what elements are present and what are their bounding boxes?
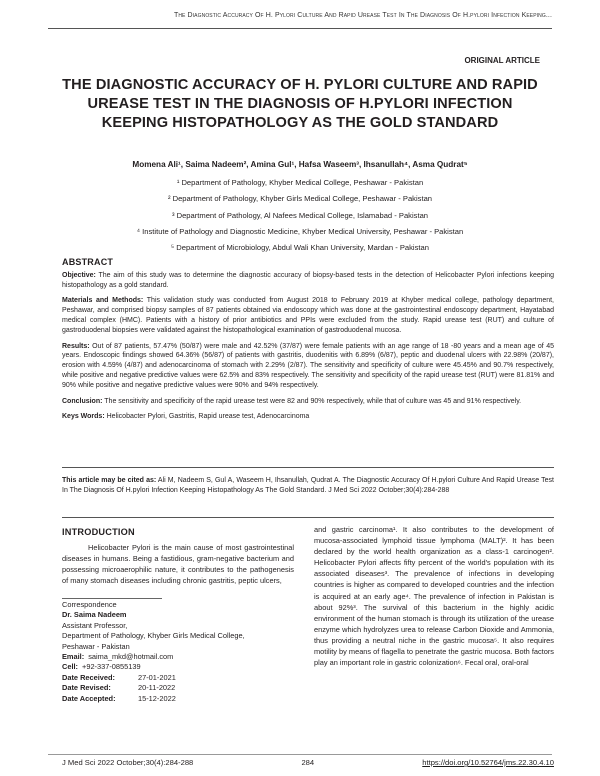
- keywords-label: Keys Words:: [62, 413, 105, 421]
- introduction-paragraph: Helicobacter Pylori is the main cause of most gastrointestinal diseases in humans. Being a fastidious, gram-negative bacterium and possessing microaerophilic nature, it contributes to the pathogenesis of many stomach diseases including chronic gastritis, peptic ulcers,: [62, 543, 294, 586]
- page-footer: [62, 758, 554, 767]
- accepted-label: Date Accepted:: [62, 693, 116, 703]
- correspondence-block: [62, 600, 294, 704]
- footer-journal: J Med Sci 2022 October;30(4):284-288: [62, 758, 194, 767]
- received-value: 27-01-2021: [138, 672, 176, 682]
- received-label: Date Received:: [62, 672, 115, 682]
- left-column: [62, 527, 294, 586]
- correspondence-rule: [62, 598, 162, 599]
- abstract-results: [62, 342, 554, 391]
- results-text: Out of 87 patients, 57.47% (50/87) were male and 42.52% (37/87) were female patients with an age range of 18 -80 years and a mean age of 45 years. Endoscopic findings showed 64.36% (56/87) of patients with gastritis, duodenitis with 6.89% (6/87), peptic and duodenal ulcers with 22.98% (20/87), erosion with 4.59% (4/87) and adenocarcinoma of stomach with 2.29% (2/87). The sensitivity and specificity of culture were 45.45% and 90.7% respectively, while positive and negative predictive values were 62.5% and 83% respectively. The sensitivity and specificity of the rapid urease test (RUT) were 81.81% and 90% while positive and negative predictive values were 90% and 94% respectively.: [62, 342, 554, 389]
- running-head: The Diagnostic Accuracy Of H. Pylori Culture And Rapid Urease Test In The Diagnosis Of H.pylori Infection Keeping...: [173, 12, 552, 19]
- revised-row: [62, 683, 294, 693]
- footer-rule: [48, 754, 552, 755]
- conclusion-label: Conclusion:: [62, 397, 103, 405]
- abstract-conclusion: [62, 397, 554, 407]
- affiliation-1: ¹ Department of Pathology, Khyber Medical College, Peshawar - Pakistan: [176, 178, 424, 187]
- citation-label: This article may be cited as:: [62, 477, 157, 484]
- results-label: Results:: [62, 342, 90, 350]
- methods-text: This validation study was conducted from August 2018 to February 2019 at Khyber medical college, pathology department, Peshawar, and comprised biopsy samples of 87 patients obtained via endoscopy which was done at the gastrointestinal endoscopy department, Hayatabad medical complex (HMC). Patients with a history of prior antibiotics and PPIs were excluded from the study. Rapid urease test (RUT) and culture of gastroduodenal biopsies were validated against the histopathological examination of gastroduodenal mucosa.: [62, 297, 555, 334]
- affiliation-2: ² Department of Pathology, Khyber Girls Medical College, Peshawar - Pakistan: [167, 194, 433, 203]
- cell-row: [62, 662, 294, 672]
- article-title: THE DIAGNOSTIC ACCURACY OF H. PYLORI CULTURE AND RAPID UREASE TEST IN THE DIAGNOSIS OF H.PYLORI INFECTION KEEPING HISTOPATHOLOGY AS THE GOLD STANDARD: [62, 77, 538, 131]
- email-value[interactable]: saima_mkd@hotmail.com: [88, 652, 174, 662]
- page-number: 284: [301, 758, 315, 767]
- introduction-continued: and gastric carcinoma¹. It also contributes to the development of mucosa-associated lymphoid tissue lymphoma (MALT)². It has been declared by the world health organization as a class-1 carcinogen². Helicobacter Pylori affects fifty percent of the world's population with its associated diseases³. The prevalence of infections in developing countries is higher as compared to developed countries and the infection is acquired at an early age⁴. The prevalence of infection in Pakistan is about 92%³. The survival of this bacterium in the highly acidic environment of the human stomach is through its utilization of the urease enzyme which hydrolyzes urea to release Carbon Dioxide and Ammonia, thus providing a neutral niche in the gastric mucosa⁵. It also requires motility by means of flagella to penetrate the gastric mucosa. Both factors play an important role in gastric colonization⁶. Fecal oral, oral-oral: [314, 525, 554, 668]
- abstract: [62, 258, 554, 428]
- affiliation-3: ³ Department of Pathology, Al Nafees Medical College, Islamabad - Pakistan: [171, 211, 429, 220]
- keywords-text: Helicobacter Pylori, Gastritis, Rapid urease test, Adenocarcinoma: [106, 413, 310, 421]
- citation-text: Ali M, Nadeem S, Gul A, Waseem H, Ihsanullah, Qudrat A. The Diagnostic Accuracy Of H.pylori Culture And Rapid Urease Test In The Diagnosis Of H.pylori Infection Keeping Histopathology As The Gold Standard. J Med Sci 2022 October;30(4):284-288: [62, 477, 555, 494]
- header-rule: [48, 28, 552, 29]
- citation-bottom-rule: [62, 517, 554, 518]
- right-column: [314, 524, 554, 668]
- correspondence-heading: Correspondence: [62, 600, 117, 609]
- email-label: Email:: [62, 652, 85, 662]
- objective-text: The aim of this study was to determine the diagnostic accuracy of biopsy-based tests in the detection of Helicobacter Pylori infections keeping histopathology as a gold standard.: [62, 271, 554, 289]
- accepted-value: 15-12-2022: [138, 693, 176, 703]
- affiliation-5: ⁵ Department of Microbiology, Abdul Wali Khan University, Mardan - Pakistan: [171, 243, 429, 252]
- introduction-heading: INTRODUCTION: [62, 527, 135, 537]
- citation-box: [62, 476, 554, 496]
- correspondence-dept: Department of Pathology, Khyber Girls Medical College,: [62, 631, 245, 641]
- cell-value: +92-337-0855139: [82, 662, 141, 672]
- revised-label: Date Revised:: [62, 683, 111, 693]
- abstract-heading: ABSTRACT: [62, 257, 114, 267]
- cell-label: Cell:: [62, 662, 79, 672]
- author-list: Momena Ali¹, Saima Nadeem², Amina Gul¹, Hafsa Waseem³, Ihsanullah⁴, Asma Qudrat⁵: [132, 160, 468, 169]
- objective-label: Objective:: [62, 271, 96, 279]
- correspondence-city: Peshawar - Pakistan: [62, 641, 130, 651]
- citation-top-rule: [62, 467, 554, 468]
- abstract-keywords: [62, 412, 554, 422]
- revised-value: 20-11-2022: [138, 683, 176, 693]
- correspondence-name: Dr. Saima Nadeem: [62, 610, 127, 620]
- abstract-objective: [62, 271, 554, 291]
- accepted-row: [62, 694, 294, 704]
- correspondence-title: Assistant Professor,: [62, 620, 128, 630]
- conclusion-text: The sensitivity and specificity of the rapid urease test were 82 and 90% respectively, while that of culture was 45 and 91% respectively.: [104, 397, 522, 405]
- abstract-methods: [62, 296, 554, 335]
- affiliation-4: ⁴ Institute of Pathology and Diagnostic Medicine, Khyber Medical University, Peshawar - Pakistan: [136, 227, 464, 236]
- methods-label: Materials and Methods:: [62, 297, 144, 305]
- email-row: [62, 652, 294, 662]
- doi-link[interactable]: https://doi.org/10.52764/jms.22.30.4.10: [422, 758, 554, 767]
- received-row: [62, 673, 294, 683]
- article-type: ORIGINAL ARTICLE: [464, 56, 540, 65]
